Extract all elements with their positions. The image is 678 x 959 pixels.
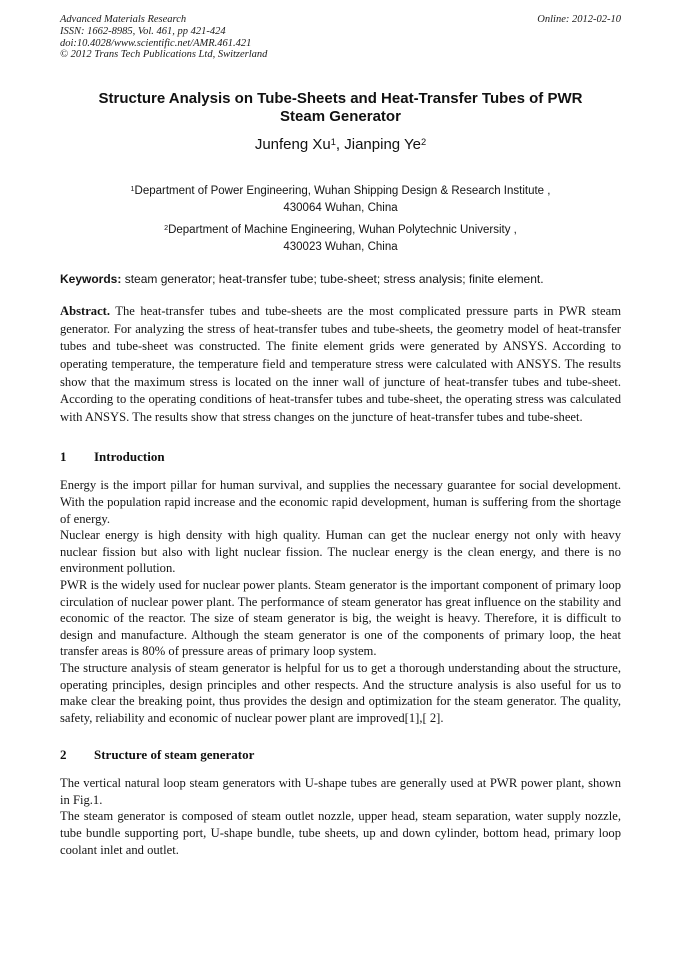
section-1-heading	[60, 449, 621, 465]
copyright-line: © 2012 Trans Tech Publications Ltd, Switzerland	[60, 49, 268, 61]
issn-line: ISSN: 1662-8985, Vol. 461, pp 421-424	[60, 25, 226, 37]
paragraph: PWR is the widely used for nuclear power plants. Steam generator is the important component of primary loop circulation of nuclear power plant. The performance of steam generator has great influence on the stability and economic of the reactor. The size of steam generator is big, the weight is heavy. Therefore, it is difficult to design and manufacture. Although the steam generator is one of the components of primary loop, the heat transfer areas is 80% of pressure areas of primary loop system.	[60, 577, 621, 659]
section-1-number: 1	[60, 449, 67, 465]
section-1-body	[60, 477, 621, 726]
authors-line	[60, 135, 621, 156]
paragraph: Energy is the import pillar for human survival, and supplies the necessary guarantee for social development. With the population rapid increase and the economic rapid development, human is suffering from the shortage of energy.	[60, 478, 621, 526]
paragraph: The vertical natural loop steam generators with U-shape tubes are generally used at PWR power plant, shown in Fig.1.	[60, 776, 621, 807]
affiliation-2	[60, 222, 621, 255]
affiliation-1-line1: Department of Power Engineering, Wuhan Shipping Design & Research Institute ,	[134, 185, 551, 198]
author-1: Junfeng Xu	[254, 136, 331, 154]
paragraph: Nuclear energy is high density with high quality. Human can get the nuclear energy not only with heavy nuclear fission but also with light nuclear fission. The nuclear energy is the clean energy, and there is no environment pollution.	[60, 528, 621, 576]
affiliation-2-line2: 430023 Wuhan, China	[283, 241, 398, 254]
section-2-number: 2	[60, 747, 67, 763]
paragraph: The structure analysis of steam generator is helpful for us to get a thorough understanding about the structure, operating principles, design principles and other respects. And the structure analysis is also useful for us to make clear the breaking point, thus provides the design and optimization for the steam generator. The quality, safety, reliability and economic of nuclear power plant are improved[1],[ 2].	[60, 660, 621, 725]
authors-separator: ,	[335, 136, 345, 154]
affiliation-2-line1: Department of Machine Engineering, Wuhan Polytechnic University ,	[168, 224, 517, 237]
keywords-line	[60, 272, 621, 287]
paper-title-line1: Structure Analysis on Tube-Sheets and Heat-Transfer Tubes of PWR	[98, 90, 583, 108]
affiliations	[60, 183, 621, 255]
section-1-title: Introduction	[94, 449, 165, 465]
affiliation-2-superscript: 2	[164, 224, 169, 233]
keywords-text: steam generator; heat-transfer tube; tube-sheet; stress analysis; finite element.	[121, 272, 544, 287]
doi-line: doi:10.4028/www.scientific.net/AMR.461.421	[60, 37, 252, 49]
abstract	[60, 303, 621, 426]
abstract-label: Abstract.	[60, 304, 111, 319]
journal-header-left	[60, 14, 267, 61]
author-2-superscript: 2	[421, 137, 427, 148]
author-1-superscript: 1	[330, 137, 336, 148]
journal-header	[60, 14, 621, 61]
abstract-text: The heat-transfer tubes and tube-sheets are the most complicated pressure parts in PWR steam generator. For analyzing the stress of heat-transfer tubes and tube-sheets, the geometry model of heat-transfer tubes and tube-sheet was constructed. The finite element grids were generated by ANSYS. According to operating temperature, the temperature field and temperature stress were calculated with ANSYS. The results show that the maximum stress is located on the inner wall of juncture of heat-transfer tubes and tube-sheet. According to the operating conditions of heat-transfer tubes and tube-sheet, the operating stress was calculated with ANSYS. The results show that stress changes on the juncture of heat-transfer tubes and tube-sheet.	[60, 304, 621, 424]
affiliation-1-superscript: 1	[130, 185, 135, 194]
affiliation-1	[60, 183, 621, 216]
keywords-label: Keywords:	[60, 272, 122, 287]
section-2-heading	[60, 747, 621, 763]
section-2-body	[60, 775, 621, 858]
paper-title	[60, 90, 621, 125]
paper-title-line2: Steam Generator	[280, 107, 401, 125]
author-2: Jianping Ye	[344, 136, 421, 154]
online-date: Online: 2012-02-10	[537, 14, 621, 25]
paragraph: The steam generator is composed of steam outlet nozzle, upper head, steam separation, water supply nozzle, tube bundle supporting port, U-shape bundle, tube sheets, up and down cylinder, bottom head, primary loop coolant inlet and outlet.	[60, 809, 621, 857]
journal-name: Advanced Materials Research	[60, 14, 187, 25]
section-2-title: Structure of steam generator	[94, 747, 255, 763]
affiliation-1-line2: 430064 Wuhan, China	[283, 202, 398, 215]
